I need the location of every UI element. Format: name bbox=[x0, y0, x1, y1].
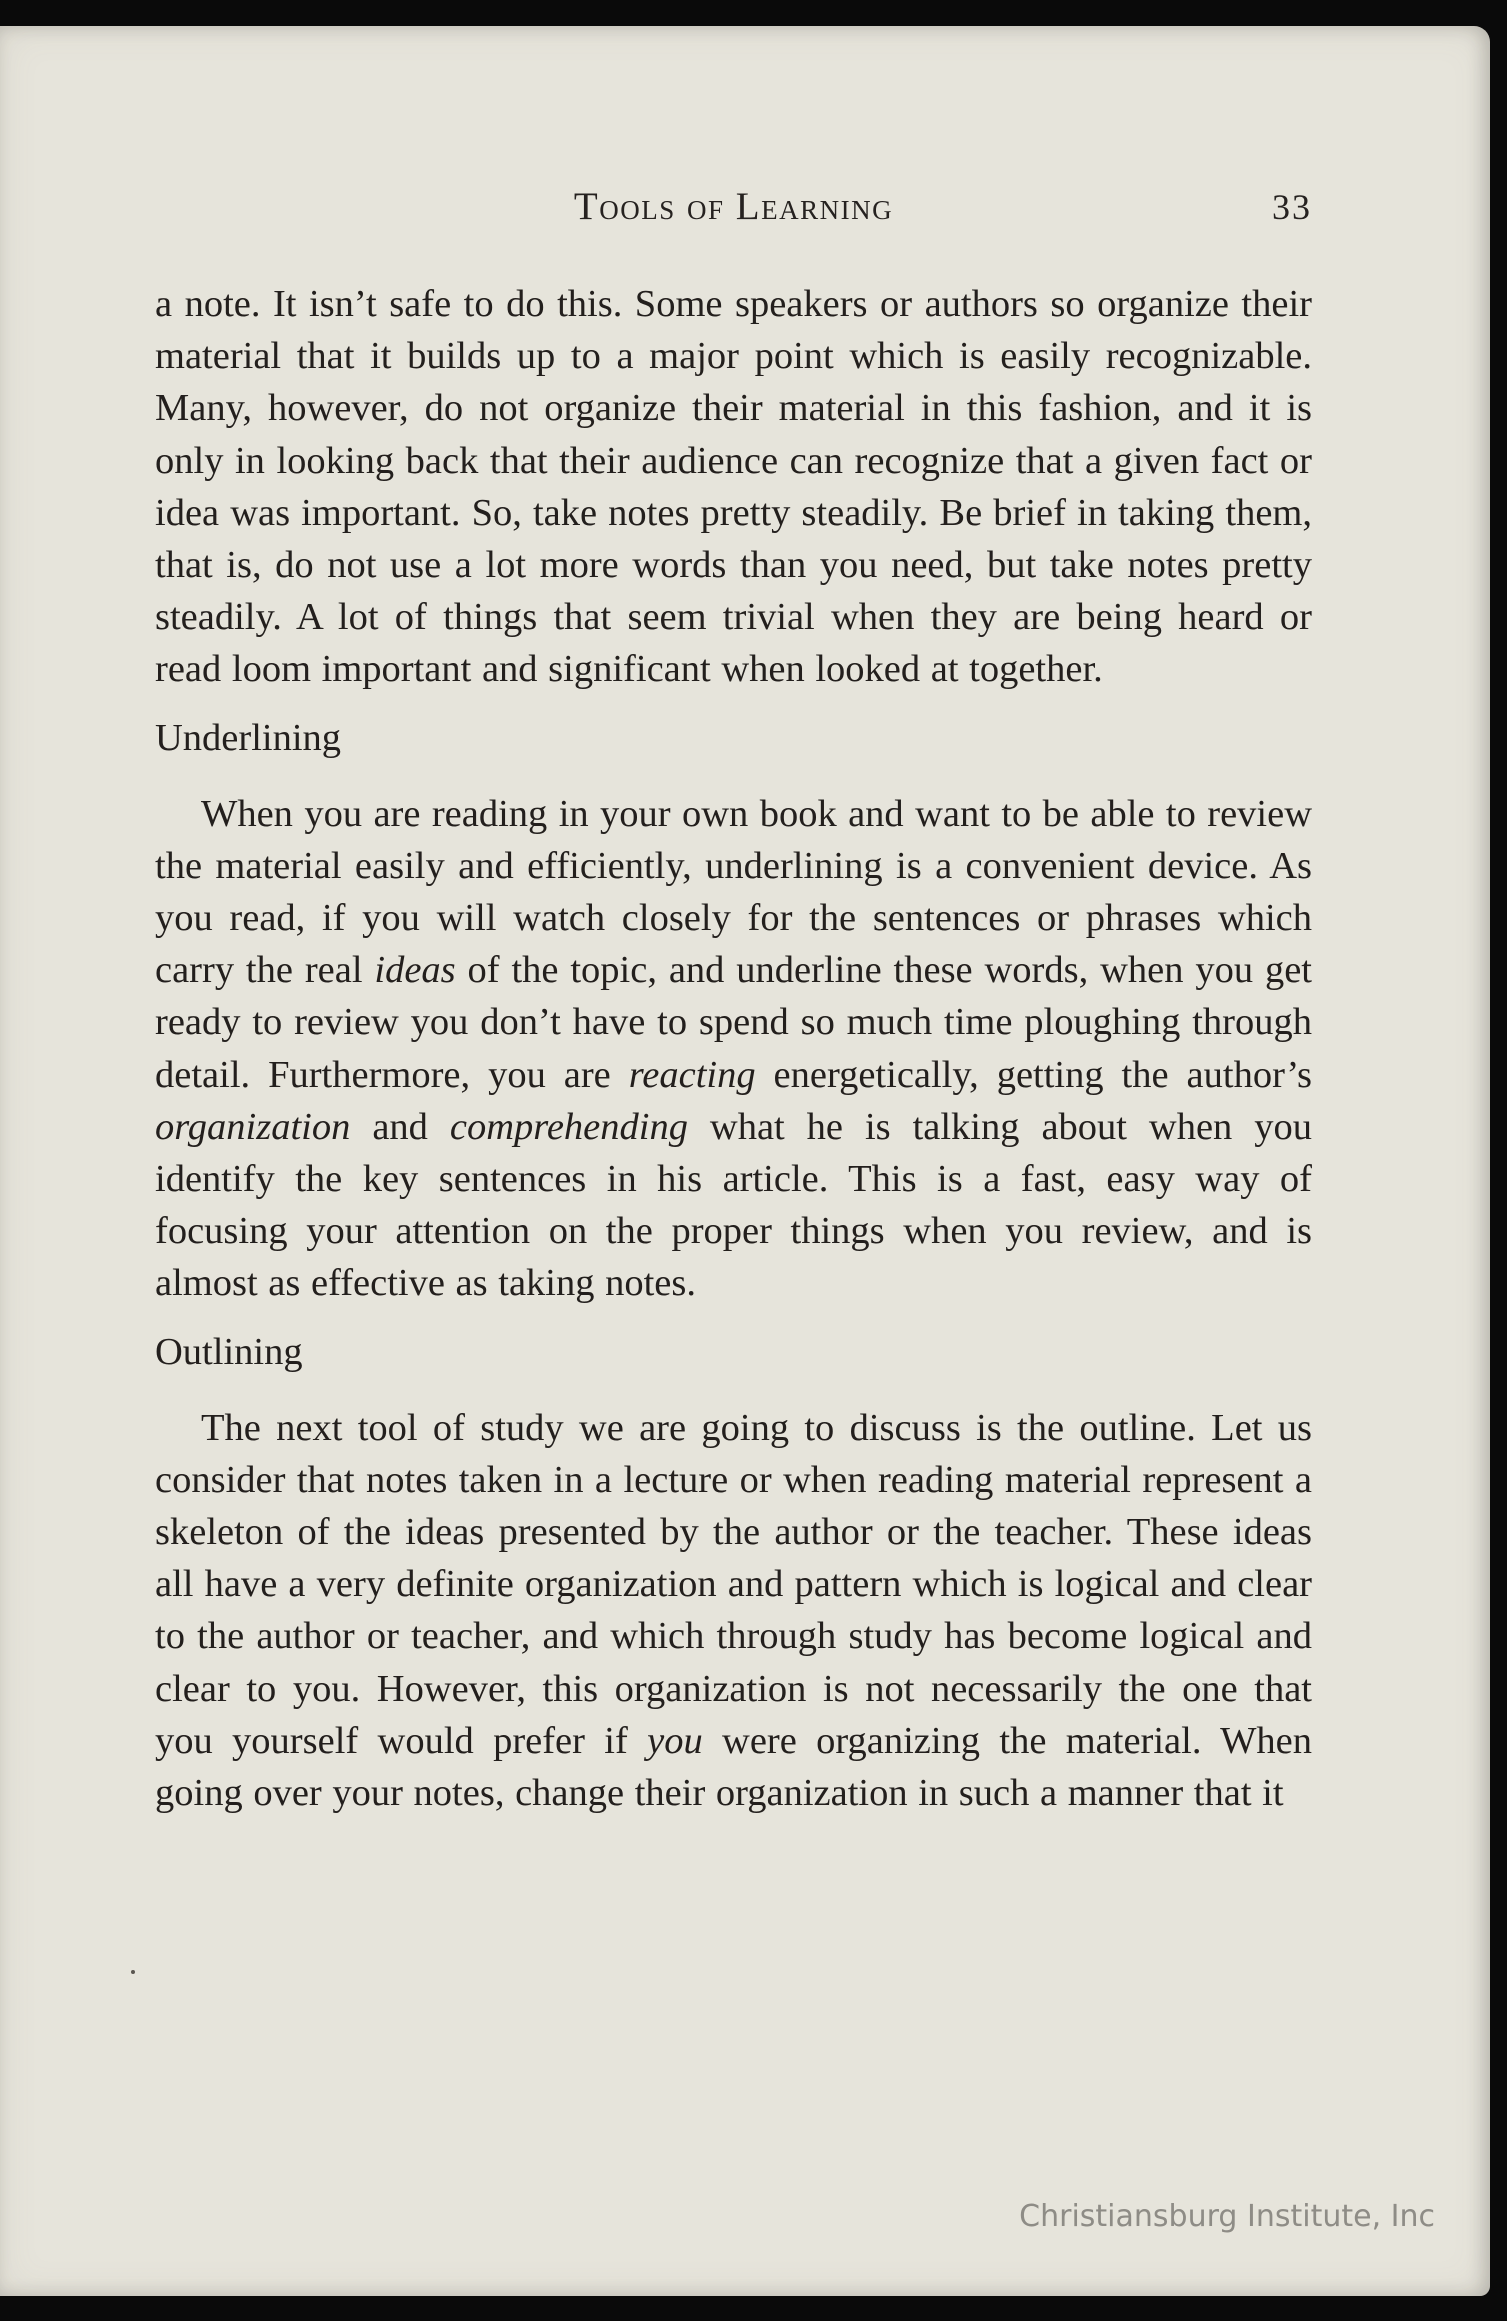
text-run: of the topic, and underline these words, when you get ready to review you don’t have to spend so much time ploughing through detail. Furthermore, you are bbox=[155, 949, 1312, 1096]
paragraph-outlining bbox=[155, 1402, 1312, 1820]
text-run: and bbox=[350, 1105, 450, 1148]
page-number: 33 bbox=[1272, 187, 1312, 227]
text-run: were organizing the material. When going over your notes, change their organization in such a manner that it bbox=[155, 1719, 1312, 1815]
text-run: energetically, getting the author’s bbox=[755, 1053, 1312, 1096]
book-page bbox=[0, 26, 1490, 2296]
heading-outlining: Outlining bbox=[155, 1330, 303, 1373]
emphasis-you: you bbox=[647, 1719, 703, 1762]
paper-speck bbox=[131, 1970, 135, 1974]
page-body bbox=[155, 278, 1312, 1819]
text-run: The next tool of study we are going to discuss is the outline. Let us consider that notes taken in a lecture or when reading material represent a skeleton of the ideas presented by the author or the teacher. These ideas all have a very definite organization and pattern which is logical and clear to the author or teacher, and which through study has become logical and clear to you. However, this organization is not necessarily the one that you yourself would prefer if bbox=[155, 1406, 1312, 1762]
text-run: When you are reading in your own book and want to be able to review the material easily and efficiently, underlining is a convenient device. As you read, if you will watch closely for the sentences or phrases which carry the real bbox=[155, 792, 1312, 992]
emphasis-reacting: reacting bbox=[628, 1053, 756, 1096]
text-run: what he is talking about when you identify the key sentences in his article. This is a fast, easy way of focusing your attention on the proper things when you review, and is almost as effective as taking notes. bbox=[155, 1105, 1312, 1305]
emphasis-ideas: ideas bbox=[374, 949, 456, 992]
emphasis-comprehending: comprehending bbox=[449, 1105, 688, 1148]
running-title: Tools of Learning bbox=[573, 185, 894, 228]
paragraph-underlining bbox=[155, 788, 1312, 1310]
page-header bbox=[155, 184, 1312, 234]
watermark: Christiansburg Institute, Inc bbox=[1019, 2199, 1435, 2234]
paragraph-note-taking: a note. It isn’t safe to do this. Some speakers or authors so organize their material that it builds up to a major point which is easily recognizable. Many, however, do not organize their material in this fashion, and it is only in looking back that their audience can recognize that a given fact or idea was important. So, take notes pretty steadily. Be brief in taking them, that is, do not use a lot more words than you need, but take notes pretty steadily. A lot of things that seem trivial when they are being heard or read loom important and significant when looked at together. bbox=[155, 283, 1312, 691]
heading-underlining: Underlining bbox=[155, 716, 342, 759]
emphasis-organization: organization bbox=[155, 1105, 351, 1148]
